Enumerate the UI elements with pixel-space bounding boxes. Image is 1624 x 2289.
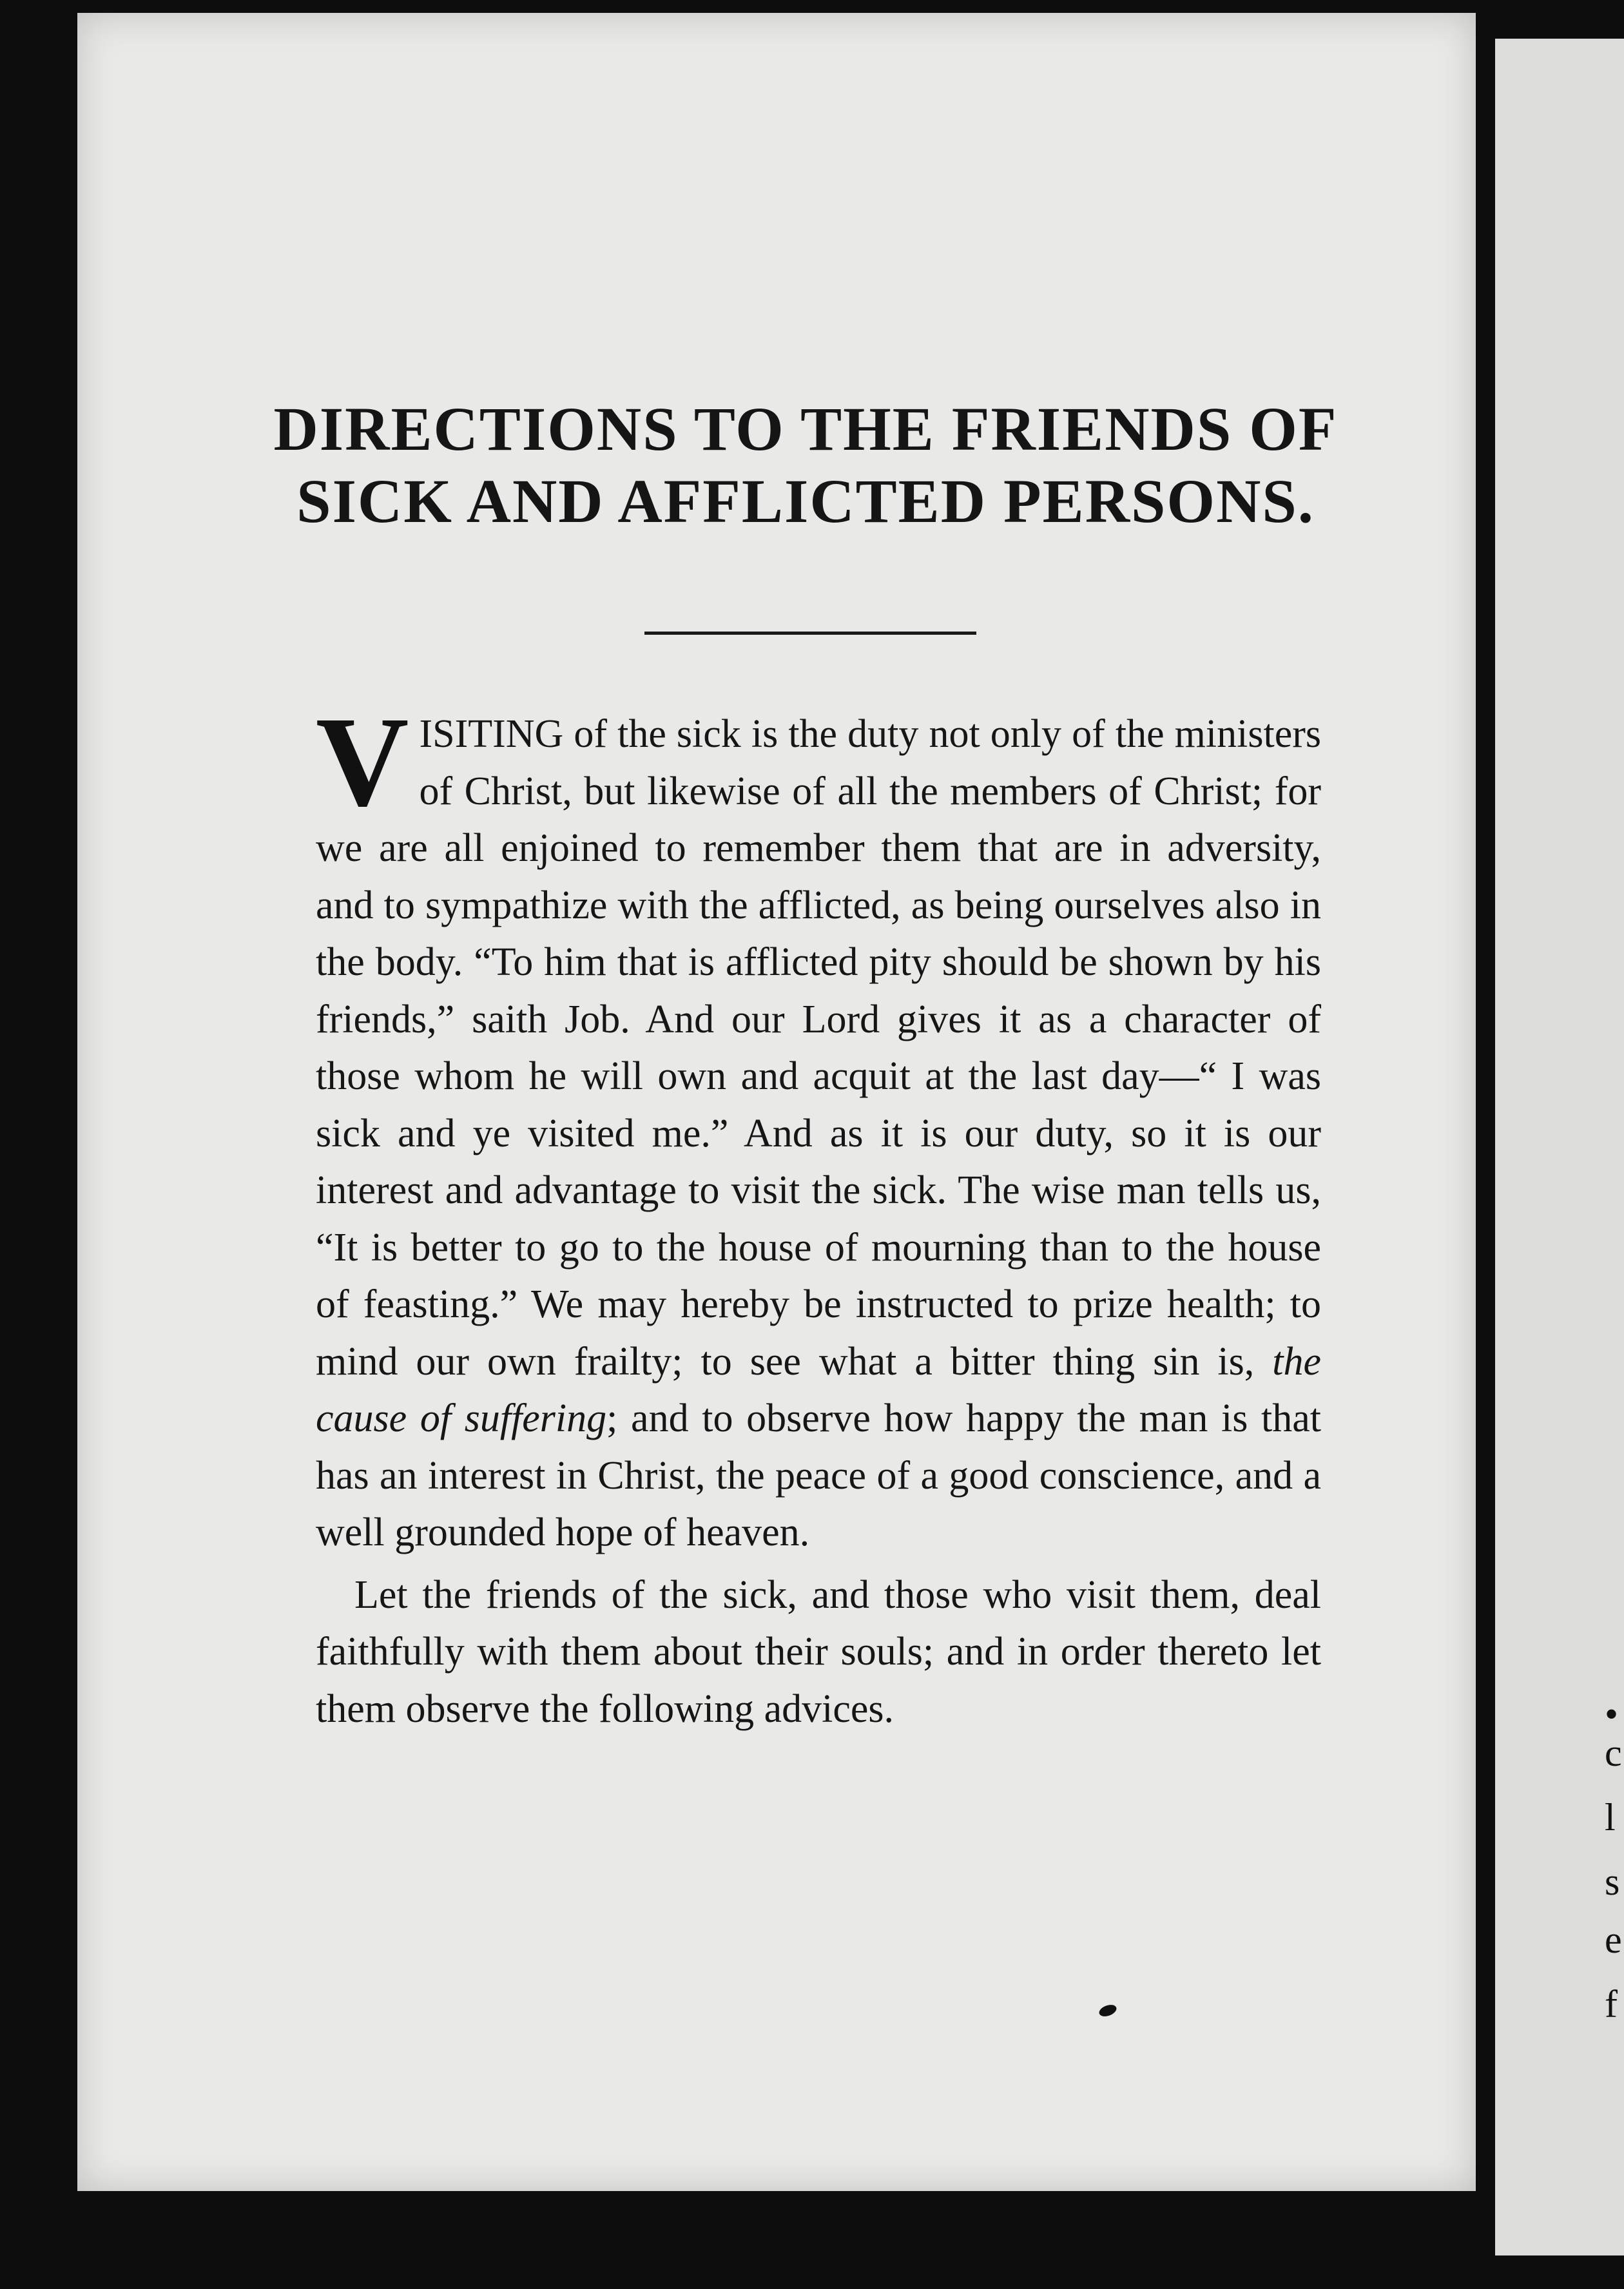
body-text [316,691,1322,1737]
title-line-1: DIRECTIONS TO THE FRIENDS OF [273,394,1338,463]
paragraph-1 [316,691,1322,1561]
paragraph-1-text-a: ISITING of the sick is the duty not only of the ministers of Christ, but likewise of all the members of Christ; for we are all enjoined to remember them that are in adversity, and to sympathize with the afflicted, as being ourselves also in the body. “To him that is afflicted pity should be shown by his friends,” saith Job. And our Lord gives it as a character of those whom he will own and acquit at the last day—“ I was sick and ye visited me.” And as it is our duty, so it is our interest and advantage to visit the sick. The wise man tells us, “It is better to go to the house of mourning than to the house of feasting.” We may hereby be instructed to prize health; to mind our own frailty; to see what a bitter thing sin is, [316,712,1321,1384]
facing-page-edge [1495,39,1624,2255]
facing-page-fragment: l [1605,1796,1616,1839]
paragraph-1-text-b: ; and to observe how happy the man is that has an interest in Christ, the peace of a good conscience, and a well grounded hope of heaven. [316,1396,1322,1554]
facing-page-fragment: e [1605,1918,1622,1961]
drop-cap: V [316,691,409,833]
paragraph-1-italic: the cause of suffering [316,1339,1322,1440]
title-line-2: SICK AND AFFLICTED PERSONS. [296,467,1315,536]
title-divider [644,632,976,635]
page-title [258,393,1353,537]
facing-page-fragment: • [1605,1693,1619,1735]
facing-page-fragment: f [1605,1983,1618,2025]
facing-page-fragment: c [1605,1732,1622,1774]
paragraph-2: Let the friends of the sick, and those who visit them, deal faithfully with them about their souls; and in order thereto let them observe the following advices. [316,1572,1321,1731]
facing-page-fragment: s [1605,1860,1620,1903]
